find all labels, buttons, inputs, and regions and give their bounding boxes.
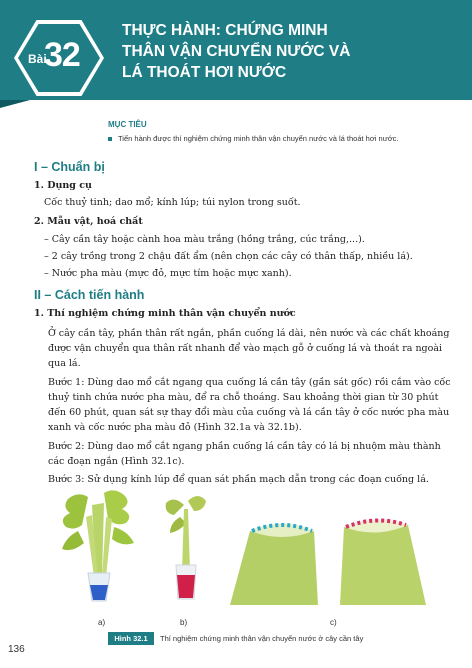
step3-line: Bước 3: Sử dụng kính lúp để quan sát phần mạch dẫn trong các đoạn cuống lá. [48, 474, 429, 485]
objective-text: Tiến hành được thí nghiệm chứng minh thân vận chuyển nước và lá thoát hơi nước. [118, 134, 399, 143]
subheading-experiment: 1. Thí nghiệm chứng minh thân vận chuyển nước [34, 308, 296, 319]
objective-item [108, 134, 398, 143]
title-line: THÂN VẬN CHUYỂN NƯỚC VÀ [122, 43, 351, 60]
sample-item: – Cây cần tây hoặc cành hoa màu trắng (hồng trắng, cúc trắng,...). [44, 234, 365, 245]
celery-blue-dye-image [48, 487, 156, 605]
celery-red-dye-image [158, 487, 214, 605]
subheading-tools: 1. Dụng cụ [34, 180, 92, 191]
step2-line: Bước 2: Dùng dao mổ cắt ngang phần cuống lá cần tây có lá bị nhuộm màu thành [48, 441, 441, 452]
figure-letter-b: b) [180, 618, 188, 627]
step1-line: xanh và cốc nước pha màu đỏ (Hình 32.1a và 32.1b). [48, 422, 302, 433]
sample-item: – Nước pha màu (mực đỏ, mực tím hoặc mực xanh). [44, 268, 292, 279]
bullet-square-icon [108, 137, 112, 141]
intro-line: Ở cây cần tây, phần thân rất ngắn, phần cuống lá dài, nên nước và các chất khoáng [48, 328, 450, 339]
photo-celery-blue [48, 487, 156, 605]
figure-letter-c: c) [330, 618, 337, 627]
lesson-word: Bài [28, 52, 47, 66]
step1-line: đến 60 phút, quan sát sự thay đổi màu của cuống và lá cần tây ở cốc nước pha màu [48, 407, 450, 418]
tools-text: Cốc thuỷ tinh; dao mổ; kính lúp; túi nylon trong suốt. [44, 197, 301, 208]
step1-line: Bước 1: Dùng dao mổ cắt ngang qua cuống lá cần tây (gần sát gốc) rồi cắm vào cốc [48, 377, 451, 388]
page-number: 136 [8, 644, 25, 655]
section-heading-procedure: II – Cách tiến hành [34, 288, 145, 302]
subheading-samples: 2. Mẫu vật, hoá chất [34, 216, 143, 227]
objectives-heading: MỤC TIÊU [108, 120, 147, 129]
title-line: THỰC HÀNH: CHỨNG MINH [122, 22, 328, 39]
intro-line: qua lá. [48, 358, 81, 369]
step1-line: thuỷ tinh chứa nước pha màu, để ra chỗ thoáng. Sau khoảng thời gian từ 30 phút [48, 392, 439, 403]
photo-celery-segments [222, 487, 448, 605]
figure-caption: Thí nghiệm chứng minh thân vận chuyển nước ở cây cần tây [160, 634, 364, 643]
header-fold [0, 100, 30, 108]
celery-segments-image [222, 487, 448, 605]
figure-label: Hình 32.1 [108, 632, 154, 645]
step2-line: các đoạn ngắn (Hình 32.1c). [48, 456, 185, 467]
intro-line: được vận chuyển qua thân rất nhanh để vào mạch gỗ ở cuống lá và thoát ra ngoài [48, 343, 443, 354]
sample-item: – 2 cây trồng trong 2 chậu đất ẩm (nên chọn các cây có thân thấp, nhiều lá). [44, 251, 413, 262]
title-line: LÁ THOÁT HƠI NƯỚC [122, 64, 287, 81]
figure-letter-a: a) [98, 618, 106, 627]
lesson-title [122, 20, 452, 83]
photo-celery-red [158, 487, 214, 605]
lesson-number: 32 [44, 36, 80, 74]
section-heading-prepare: I – Chuẩn bị [34, 160, 105, 174]
